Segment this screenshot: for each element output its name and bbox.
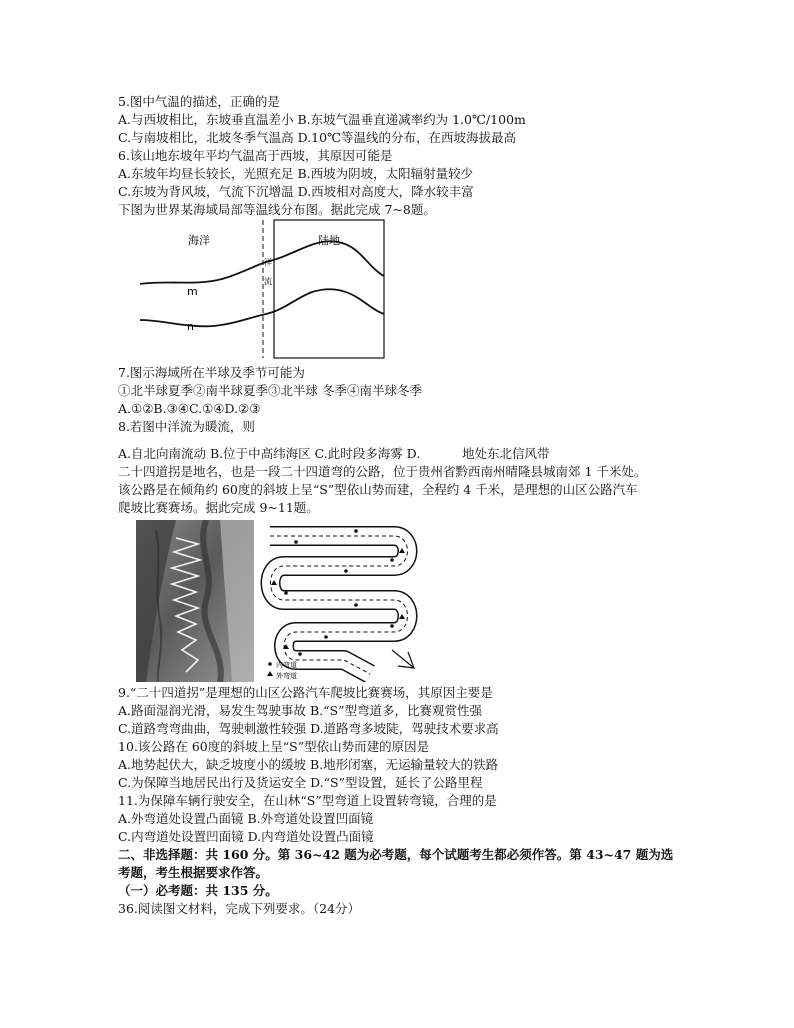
label-current-2: 流: [264, 277, 272, 286]
q8-option-d: 地处东北信风带: [462, 446, 550, 461]
q9-options-cd: C.道路弯弯曲曲，驾驶刺激性较强 D.道路弯多坡陡，驾驶技术要求高: [118, 721, 499, 736]
section2-required-heading: （一）必考题：共 135 分。: [118, 883, 278, 898]
inner-curve-marker-icon: [268, 662, 272, 666]
q5-options-ab: A.与西坡相比，东坡垂直温差小 B.东坡气温垂直递减率约为 1.0℃/100m: [118, 112, 526, 127]
q7-stem: 7.图示海域所在半球及季节可能为: [118, 365, 305, 380]
q10-options-cd: C.为保障当地居民出行及货运安全 D.“S”型设置，延长了公路里程: [118, 775, 483, 790]
label-land: 陆地: [318, 234, 340, 247]
intro-9-11-line3: 爬坡比赛赛场。据此完成 9~11题。: [118, 500, 319, 515]
s-road-diagram: [256, 520, 422, 682]
q10-stem: 10.该公路在 60度的斜坡上呈“S”型依山势而建的原因是: [118, 739, 430, 754]
road-aerial-photo: [136, 520, 254, 682]
q11-options-ab: A.外弯道处设置凸面镜 B.外弯道处设置凹面镜: [118, 811, 374, 826]
outer-curve-marker-icon: [267, 671, 273, 676]
direction-arrow-icon: [392, 650, 414, 668]
q5-options-cd: C.与南坡相比，北坡冬季气温高 D.10℃等温线的分布，在西坡海拔最高: [118, 130, 517, 145]
q10-options-ab: A.地势起伏大，缺乏坡度小的缓坡 B.地形闭塞，无运输量较大的铁路: [118, 757, 499, 772]
q11-options-cd: C.内弯道处设置凹面镜 D.内弯道处设置凸面镜: [118, 829, 374, 844]
label-current-1: 洋: [264, 258, 272, 267]
q9-stem: 9.“二十四道拐”是理想的山区公路汽车爬坡比赛赛场，其原因主要是: [118, 685, 493, 700]
label-ocean: 海洋: [188, 234, 210, 247]
section2-heading-line2: 考题，考生根据要求作答。: [118, 865, 269, 880]
intro-7-8: 下图为世界某海域局部等温线分布图。据此完成 7~8题。: [118, 202, 436, 217]
q6-stem: 6.该山地东坡年平均气温高于西坡，其原因可能是: [118, 148, 393, 163]
isotherm-map-figure: [136, 216, 392, 360]
q6-options-ab: A.东坡年均昼长较长，光照充足 B.西坡为阴坡，太阳辐射量较少: [118, 166, 474, 181]
q7-items: ①北半球夏季②南半球夏季③北半球 冬季④南半球冬季: [118, 383, 422, 398]
legend-inner: 内弯道: [276, 661, 297, 669]
q6-options-cd: C.东坡为背风坡，气流下沉增温 D.西坡相对高度大，降水较丰富: [118, 184, 474, 199]
intro-9-11-line1: 二十四道拐是地名，也是一段二十四道弯的公路，位于贵州省黔西南州晴隆县城南郊 1 千米处。: [118, 464, 647, 479]
q5-stem: 5.图中气温的描述，正确的是: [118, 94, 280, 109]
section2-heading-line1: 二、非选择题：共 160 分。第 36~42 题为必考题，每个试题考生都必须作答。第 43~47 题为选: [118, 847, 674, 862]
q11-stem: 11.为保障车辆行驶安全，在山林“S”型弯道上设置转弯镜，合理的是: [118, 793, 497, 808]
intro-9-11-line2: 该公路是在倾角约 60度的斜坡上呈“S”型依山势而建，全程约 4 千米，是理想的山区公路汽车: [118, 482, 638, 497]
label-m: m: [187, 285, 198, 298]
q8-options-abc: A.自北向南流动 B.位于中高纬海区 C.此时段多海雾 D.: [118, 446, 421, 461]
q9-options-ab: A.路面湿润光滑，易发生驾驶事故 B.“S”型弯道多，比赛观赏性强: [118, 703, 482, 718]
legend-outer: 外弯道: [276, 672, 297, 680]
isotherm-n: [140, 289, 384, 326]
q36-stem: 36.阅读图文材料，完成下列要求。（24分）: [118, 901, 361, 916]
isotherm-m: [140, 241, 384, 284]
q7-options: A.①②B.③④C.①④D.②③: [118, 401, 261, 416]
label-n: n: [187, 320, 194, 333]
q8-stem: 8.若图中洋流为暖流，则: [118, 419, 255, 434]
